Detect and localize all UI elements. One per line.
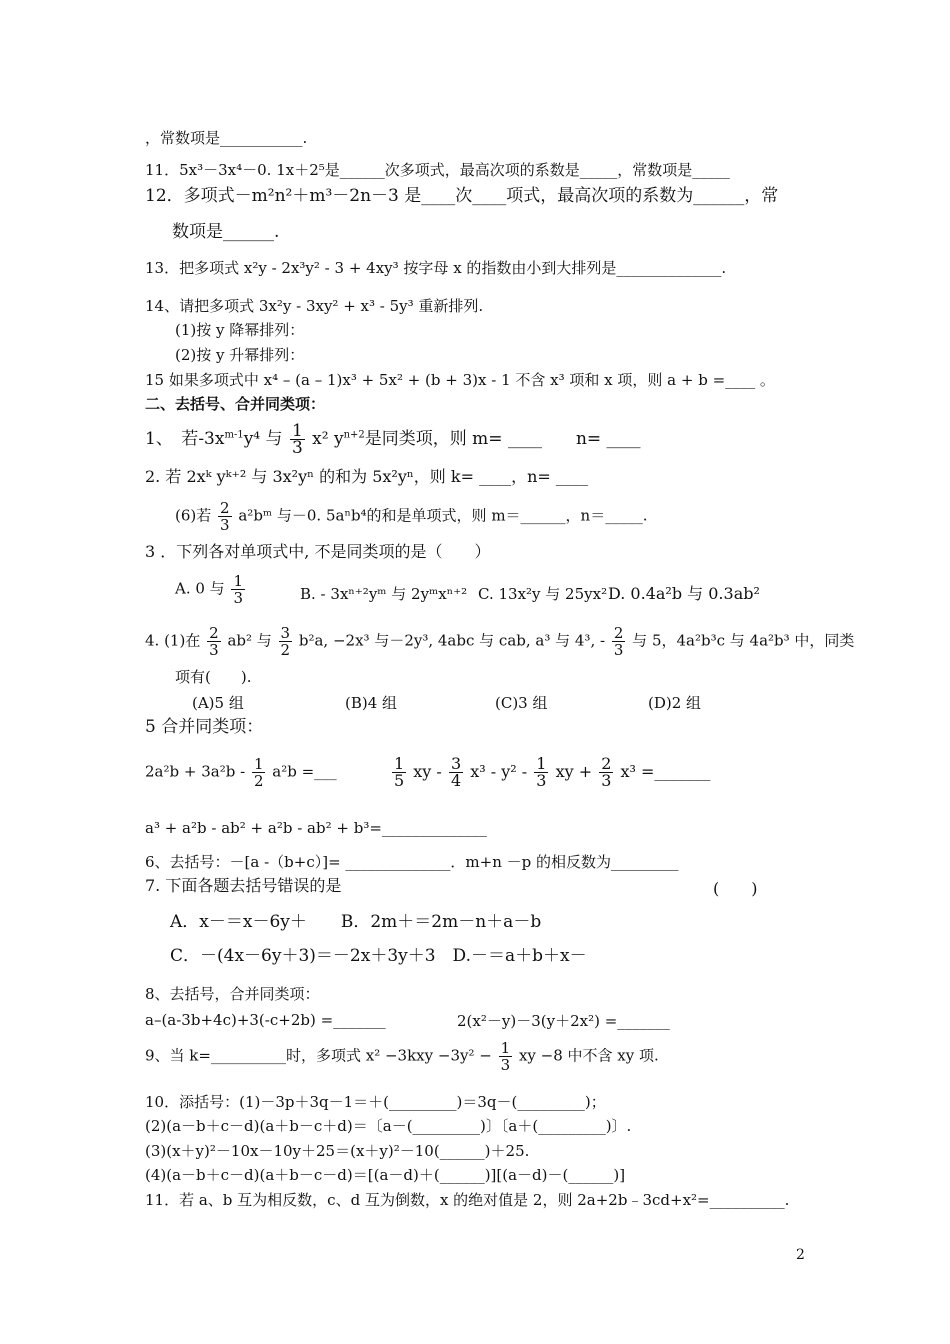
- q1-exp-a: m-1: [224, 429, 244, 441]
- question-8-expression-1: a–(a-3b+4c)+3(-c+2b) =_______: [145, 1011, 386, 1029]
- section2-question-10: 10．添括号：(1)－3p＋3q－1＝＋(_________)＝3q－(_________)；: [145, 1093, 606, 1111]
- q1-text-a: 1、 若-3x: [145, 429, 225, 449]
- q5-expression-2: $\frac{1}{5}$ xy - $\frac{3}{4}$ x³ - y² - $\frac{1}{3}$ xy + $\frac{2}{3}$ x³ =_______: [394, 754, 711, 790]
- q4-fraction-3: $\frac{2}{3}$: [613, 624, 624, 659]
- question-7-options-cd: C．－(4x－6y＋3)＝－2x＋3y＋3 D.－＝a＋b＋x－: [170, 946, 587, 966]
- q4-fraction-1: $\frac{2}{3}$: [209, 624, 219, 659]
- question-12-continued: 数项是______.: [172, 222, 280, 242]
- question-7-answer-bracket: ( ): [713, 879, 758, 898]
- q5-expression-3: a³ + a²b - ab² + a²b - ab² + b³=______________: [145, 819, 487, 837]
- section2-question-5: 5 合并同类项：: [145, 717, 264, 737]
- question-15-polynomial: 15 如果多项式中 x⁴ – (a – 1)x³ + 5x² + (b + 3)x - 1 不含 x³ 项和 x 项，则 a + b =____ 。: [145, 371, 775, 389]
- section2-question-2: 2. 若 2xᵏ yᵏ⁺² 与 3x²yⁿ 的和为 5x²yⁿ，则 k= ____，n= ____: [145, 467, 588, 486]
- section2-question-3: 3 ．下列各对单项式中, 不是同类项的是（ ）: [145, 542, 491, 561]
- question-7-options-ab: A．x－＝x－6y＋ B．2m＋＝2m－n＋a－b: [170, 912, 542, 932]
- section2-question-8: 8、去括号，合并同类项：: [145, 985, 320, 1003]
- section2-question-6: (6)若 $\frac{2}{3}$ a²bᵐ 与－0. 5aⁿb⁴的和是单项式，则 m＝______，n＝_____.: [175, 499, 648, 534]
- q5-expression-1: 2a²b + 3a²b - $\frac{1}{2}$ a²b =___: [145, 755, 337, 790]
- choice-a: (A)5 组: [192, 694, 244, 712]
- q1-exp-b: n+2: [343, 429, 365, 441]
- option-b: B. - 3xⁿ⁺²yᵐ 与 2yᵐxⁿ⁺²: [300, 585, 468, 603]
- question-10-part-3: (3)(x＋y)²－10x－10y＋25＝(x＋y)²－10(______)＋25.: [145, 1142, 530, 1160]
- choice-c: (C)3 组: [495, 694, 548, 712]
- question-10-part-2: (2)(a－b＋c－d)(a＋b－c＋d)＝〔a－(_________)〕〔a＋(_________)〕.: [145, 1117, 632, 1135]
- section2-question-1: [145, 423, 641, 456]
- question-14-part-2: (2)按 y 升幂排列：: [175, 346, 305, 364]
- choice-b: (B)4 组: [345, 694, 398, 712]
- question-14-rearrange: 14、请把多项式 3x²y - 3xy² + x³ - 5y³ 重新排列.: [145, 297, 484, 315]
- q1-text-d: 是同类项，则 m= ____ n= ____: [364, 429, 641, 449]
- q1-text-c: x² y: [312, 429, 344, 449]
- question-12-polynomial: 12．多项式－m²n²＋m³－2n－3 是____次____项式，最高次项的系数为______，常: [145, 186, 779, 206]
- q6-fraction: $\frac{2}{3}$: [220, 499, 230, 534]
- question-14-part-1: (1)按 y 降幂排列：: [175, 321, 305, 339]
- q5-frac-1: $\frac{1}{2}$: [253, 755, 264, 790]
- section-2-heading: 二、去括号、合并同类项：: [145, 395, 326, 413]
- q1-fraction: $\frac{1}{3}$: [291, 421, 303, 458]
- option-a-fraction: $\frac{1}{3}$: [233, 572, 244, 607]
- line-constant-term: ，常数项是___________.: [145, 129, 308, 147]
- question-10-part-4: (4)(a－b＋c－d)(a＋b－c－d)＝[(a－d)＋(______)][(a－d)－(______)]: [145, 1166, 626, 1184]
- question-13-order: 13．把多项式 x²y - 2x³y² - 3 + 4xy³ 按字母 x 的指数由小到大排列是______________.: [145, 259, 727, 277]
- q1-text-b: y⁴ 与: [243, 429, 283, 449]
- question-11-polynomial: 11．5x³－3x⁴－0. 1x＋2⁵是______次多项式，最高次项的系数是_____，常数项是_____: [145, 161, 730, 179]
- option-a: A. 0 与: [175, 579, 225, 598]
- section2-question-11: 11．若 a、b 互为相反数，c、d 互为倒数，x 的绝对值是 2，则 2a+2b﹣3cd+x²=__________.: [145, 1191, 790, 1209]
- page-number: 2: [796, 1247, 805, 1263]
- question-4-continued: 项有( ).: [175, 668, 252, 686]
- section2-question-6-brackets: 6、去括号：－[a -（b+c）]= ______________．m+n －p 的相反数为_________: [145, 853, 679, 871]
- q9-fraction: $\frac{1}{3}$: [500, 1039, 511, 1074]
- question-3-options: [175, 573, 247, 606]
- section2-question-4: 4. (1)在 $\frac{2}{3}$ ab² 与 $\frac{3}{2}$ b²a, −2x³ 与－2y³, 4abc 与 cab, a³ 与 4³, - $\frac{2}{3}$ 与 5，4a²b³c 与 4a²b³ 中，同类: [145, 624, 855, 659]
- section2-question-9: 9、当 k=__________时，多项式 x² −3kxy −3y² − $\frac{1}{3}$ xy −8 中不含 xy 项.: [145, 1039, 659, 1074]
- option-d: D. 0.4a²b 与 0.3ab²: [608, 584, 760, 603]
- question-8-expression-2: 2(x²－y)－3(y＋2x²) =_______: [457, 1012, 670, 1030]
- q4-fraction-2: $\frac{3}{2}$: [280, 624, 291, 659]
- choice-d: (D)2 组: [648, 694, 702, 712]
- section2-question-7: 7. 下面各题去括号错误的是: [145, 876, 342, 895]
- option-c: C. 13x²y 与 25yx²: [478, 585, 608, 603]
